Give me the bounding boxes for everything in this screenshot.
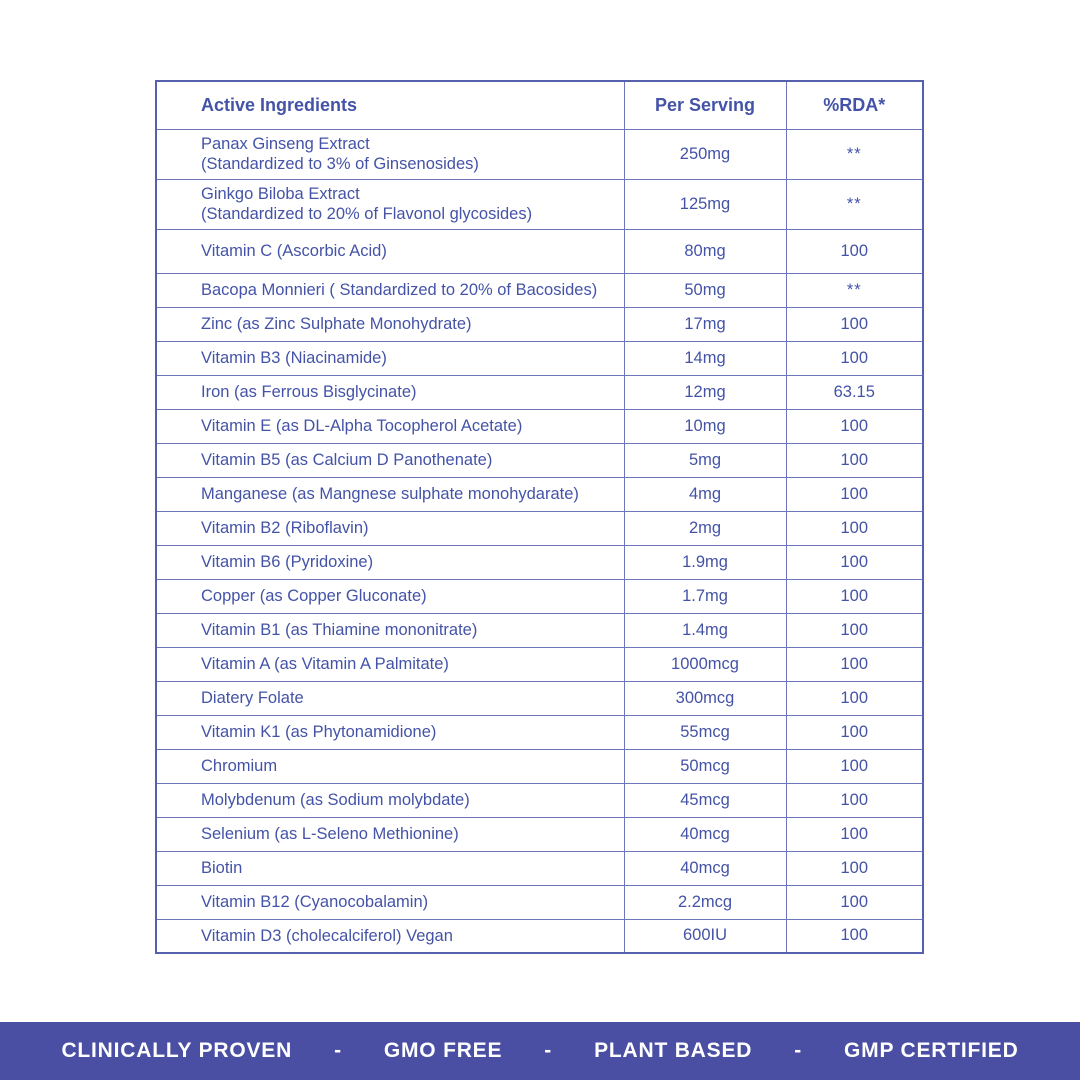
per-serving-cell: 300mcg	[624, 681, 786, 715]
rda-cell: 100	[786, 229, 923, 273]
rda-cell: 100	[786, 545, 923, 579]
ingredient-name: Iron (as Ferrous Bisglycinate)	[201, 383, 417, 401]
rda-cell: 100	[786, 749, 923, 783]
table-row	[156, 613, 923, 647]
ingredient-name-cell	[156, 613, 624, 647]
ingredient-name-cell	[156, 817, 624, 851]
ingredient-name-cell	[156, 681, 624, 715]
per-serving-cell: 125mg	[624, 179, 786, 229]
ingredient-detail: (Standardized to 3% of Ginsenosides)	[201, 155, 479, 173]
ingredient-name-cell	[156, 179, 624, 229]
per-serving-cell: 10mg	[624, 409, 786, 443]
table-row	[156, 919, 923, 953]
ingredient-name-cell	[156, 477, 624, 511]
rda-cell	[786, 179, 923, 229]
ingredient-name-cell	[156, 715, 624, 749]
table-row	[156, 715, 923, 749]
per-serving-cell: 45mcg	[624, 783, 786, 817]
ingredient-name: Vitamin B1 (as Thiamine mononitrate)	[201, 621, 478, 639]
ingredient-name-cell	[156, 885, 624, 919]
rda-cell	[786, 129, 923, 179]
ingredient-name: Zinc (as Zinc Sulphate Monohydrate)	[201, 315, 472, 333]
ingredient-name-cell	[156, 229, 624, 273]
per-serving-cell: 14mg	[624, 341, 786, 375]
ingredient-name: Vitamin C (Ascorbic Acid)	[201, 242, 387, 260]
per-serving-cell: 2.2mcg	[624, 885, 786, 919]
per-serving-cell: 5mg	[624, 443, 786, 477]
per-serving-cell: 50mg	[624, 273, 786, 307]
ingredient-name-cell	[156, 307, 624, 341]
banner-item-gmp-certified: GMP CERTIFIED	[844, 1039, 1019, 1062]
ingredient-name-cell	[156, 545, 624, 579]
rda-cell: 100	[786, 613, 923, 647]
table-row	[156, 885, 923, 919]
ingredient-name: Selenium (as L-Seleno Methionine)	[201, 825, 459, 843]
ingredient-name: Ginkgo Biloba Extract	[201, 185, 360, 203]
per-serving-cell: 600IU	[624, 919, 786, 953]
table-row	[156, 545, 923, 579]
ingredient-name: Biotin	[201, 859, 243, 877]
ingredient-name-cell	[156, 647, 624, 681]
rda-cell: 100	[786, 681, 923, 715]
column-header-active-ingredients: Active Ingredients	[156, 81, 624, 129]
ingredient-name: Vitamin D3 (cholecalciferol) Vegan	[201, 926, 453, 945]
rda-cell: 100	[786, 443, 923, 477]
per-serving-cell: 40mcg	[624, 817, 786, 851]
ingredient-name-cell	[156, 783, 624, 817]
column-header-per-serving: Per Serving	[624, 81, 786, 129]
ingredient-name: Manganese (as Mangnese sulphate monohydarate)	[201, 485, 579, 503]
banner-item-plant-based: PLANT BASED	[594, 1039, 753, 1062]
rda-cell: 63.15	[786, 375, 923, 409]
per-serving-cell: 250mg	[624, 129, 786, 179]
table-row	[156, 817, 923, 851]
certifications-banner	[0, 1022, 1080, 1080]
ingredient-name: Vitamin B12 (Cyanocobalamin)	[201, 893, 429, 911]
rda-asterisks: **	[846, 194, 862, 213]
per-serving-cell: 1.9mg	[624, 545, 786, 579]
per-serving-cell: 2mg	[624, 511, 786, 545]
rda-cell: 100	[786, 885, 923, 919]
rda-cell: 100	[786, 341, 923, 375]
ingredient-name-cell	[156, 443, 624, 477]
banner-item-gmo-free: GMO FREE	[383, 1039, 503, 1062]
ingredient-name-cell	[156, 375, 624, 409]
per-serving-cell: 12mg	[624, 375, 786, 409]
supplement-facts-table-container	[155, 80, 922, 954]
table-row	[156, 229, 923, 273]
table-row	[156, 273, 923, 307]
rda-cell: 100	[786, 307, 923, 341]
ingredient-name-cell	[156, 409, 624, 443]
ingredient-detail: (Standardized to 20% of Flavonol glycosides)	[201, 205, 533, 223]
rda-cell: 100	[786, 579, 923, 613]
table-row	[156, 409, 923, 443]
ingredient-name: Copper (as Copper Gluconate)	[201, 587, 427, 605]
table-row	[156, 681, 923, 715]
rda-cell: 100	[786, 477, 923, 511]
per-serving-cell: 1.7mg	[624, 579, 786, 613]
rda-cell: 100	[786, 919, 923, 953]
per-serving-cell: 80mg	[624, 229, 786, 273]
banner-separator: -	[544, 1039, 553, 1062]
ingredient-name-cell	[156, 579, 624, 613]
table-row	[156, 477, 923, 511]
rda-cell	[786, 273, 923, 307]
ingredient-name: Panax Ginseng Extract	[201, 135, 370, 153]
per-serving-cell: 50mcg	[624, 749, 786, 783]
ingredient-name: Chromium	[201, 757, 278, 775]
ingredient-name-cell	[156, 749, 624, 783]
rda-cell: 100	[786, 409, 923, 443]
per-serving-cell: 55mcg	[624, 715, 786, 749]
banner-separator: -	[794, 1039, 803, 1062]
ingredient-name-cell	[156, 129, 624, 179]
table-row	[156, 443, 923, 477]
per-serving-cell: 17mg	[624, 307, 786, 341]
ingredient-name: Diatery Folate	[201, 689, 304, 707]
table-row	[156, 783, 923, 817]
banner-item-clinically-proven: CLINICALLY PROVEN	[61, 1039, 293, 1062]
table-row	[156, 579, 923, 613]
ingredients-table	[155, 80, 924, 954]
table-row	[156, 375, 923, 409]
table-row	[156, 129, 923, 179]
ingredient-name: Vitamin E (as DL-Alpha Tocopherol Acetate)	[201, 417, 523, 435]
ingredient-name: Vitamin B5 (as Calcium D Panothenate)	[201, 451, 493, 469]
per-serving-cell: 40mcg	[624, 851, 786, 885]
rda-cell: 100	[786, 851, 923, 885]
column-header-rda: %RDA*	[786, 81, 923, 129]
table-row	[156, 307, 923, 341]
rda-asterisks: **	[846, 144, 862, 163]
ingredient-name: Vitamin B6 (Pyridoxine)	[201, 553, 374, 571]
banner-separator: -	[334, 1039, 342, 1062]
ingredient-name-cell	[156, 273, 624, 307]
ingredient-name-cell	[156, 511, 624, 545]
rda-cell: 100	[786, 715, 923, 749]
table-row	[156, 341, 923, 375]
rda-cell: 100	[786, 783, 923, 817]
ingredient-name: Bacopa Monnieri ( Standardized to 20% of Bacosides)	[201, 281, 598, 299]
per-serving-cell: 1000mcg	[624, 647, 786, 681]
ingredient-name: Molybdenum (as Sodium molybdate)	[201, 791, 470, 809]
ingredient-name-cell	[156, 851, 624, 885]
rda-cell: 100	[786, 511, 923, 545]
table-row	[156, 179, 923, 229]
ingredient-name-cell	[156, 919, 624, 953]
table-header-row	[156, 81, 923, 129]
rda-cell: 100	[786, 817, 923, 851]
per-serving-cell: 1.4mg	[624, 613, 786, 647]
table-row	[156, 749, 923, 783]
ingredient-name: Vitamin B2 (Riboflavin)	[201, 519, 369, 537]
ingredient-name: Vitamin A (as Vitamin A Palmitate)	[201, 655, 449, 673]
table-row	[156, 851, 923, 885]
per-serving-cell: 4mg	[624, 477, 786, 511]
rda-asterisks: **	[846, 280, 862, 299]
table-row	[156, 647, 923, 681]
ingredient-name: Vitamin K1 (as Phytonamidione)	[201, 723, 437, 741]
ingredient-name-cell	[156, 341, 624, 375]
table-row	[156, 511, 923, 545]
ingredient-name: Vitamin B3 (Niacinamide)	[201, 349, 387, 367]
rda-cell: 100	[786, 647, 923, 681]
